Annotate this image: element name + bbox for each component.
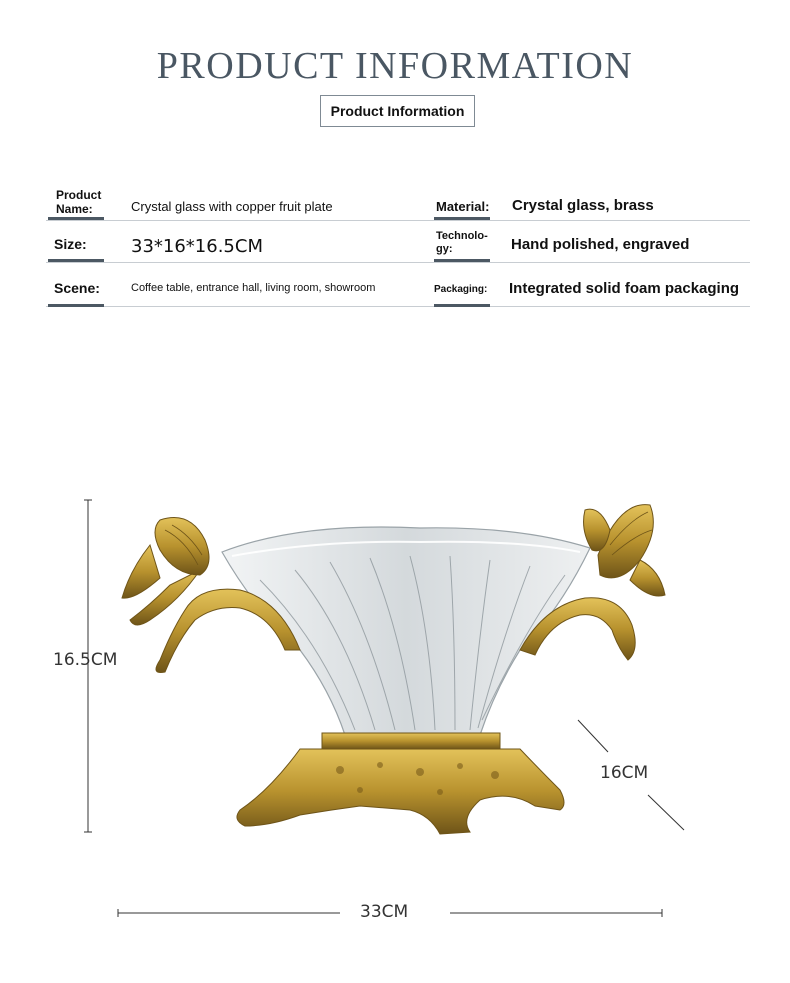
- material-value: Crystal glass, brass: [512, 197, 654, 214]
- section-subtitle: Product Information: [320, 95, 475, 127]
- width-dimension-label: 33CM: [360, 902, 409, 922]
- packaging-label: Packaging:: [434, 284, 488, 295]
- scene-label: Scene:: [54, 280, 100, 296]
- page-title: PRODUCT INFORMATION: [156, 45, 634, 87]
- product-name-value: Crystal glass with copper fruit plate: [131, 199, 333, 214]
- product-name-label-line1: Product: [56, 188, 102, 202]
- technology-label-line2: gy:: [436, 243, 453, 255]
- size-label: Size:: [54, 236, 87, 252]
- size-value: 33*16*16.5CM: [131, 236, 263, 257]
- brass-base: [237, 733, 564, 834]
- material-label: Material:: [436, 199, 490, 214]
- packaging-value: Integrated solid foam packaging: [509, 280, 740, 297]
- depth-dimension-label: 16CM: [600, 763, 649, 783]
- product-name-label-line2: Name:: [56, 202, 93, 216]
- scene-value: Coffee table, entrance hall, living room, showroom: [131, 282, 376, 294]
- technology-label-line1: Technolo-: [436, 230, 488, 242]
- height-dimension-label: 16.5CM: [53, 650, 118, 670]
- technology-value: Hand polished, engraved: [511, 236, 690, 253]
